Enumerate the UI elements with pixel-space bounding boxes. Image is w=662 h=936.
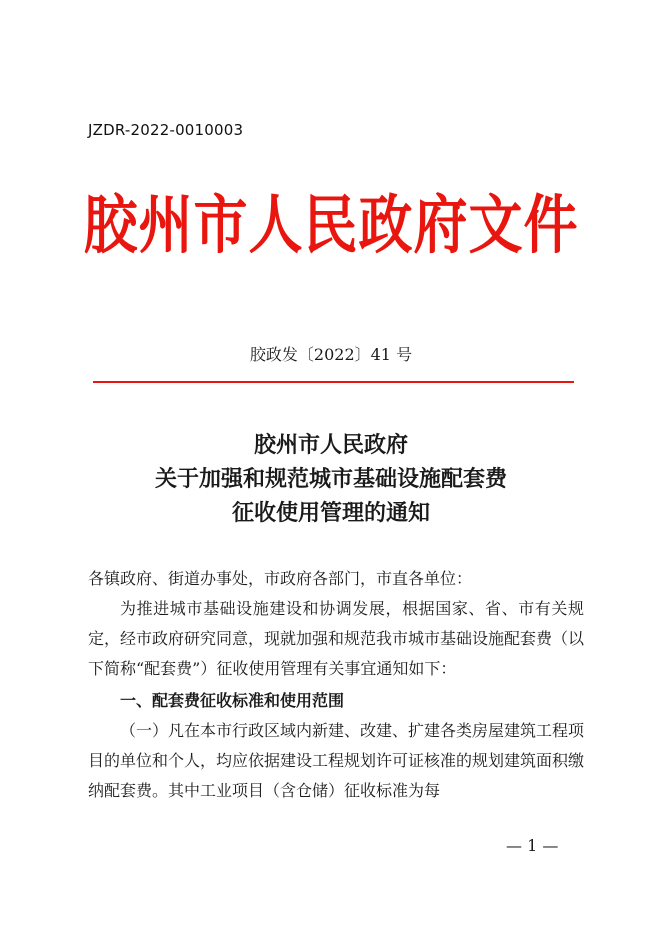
title-line-3: 征收使用管理的通知 [231, 500, 430, 526]
title-line-1: 胶州市人民政府 [253, 432, 408, 458]
intro-paragraph: 为推进城市基础设施建设和协调发展，根据国家、省、市有关规定，经市政府研究同意，现就加强和规范我市城市基础设施配套费（以下简称“配套费”）征收使用管理有关事宜通知如下： [88, 599, 585, 678]
title-line-2: 关于加强和规范城市基础设施配套费 [154, 466, 507, 492]
page-number: — 1 — [506, 836, 559, 855]
body-paragraph-1: （一）凡在本市行政区域内新建、改建、扩建各类房屋建筑工程项目的单位和个人，均应依据建设工程规划许可证核准的规划建筑面积缴纳配套费。其中工业项目（含仓储）征收标准为每 [88, 721, 585, 800]
document-number: 胶政发〔2022〕41 号 [249, 345, 413, 364]
red-divider-line [93, 381, 574, 383]
addressee-line: 各镇政府、街道办事处，市政府各部门，市直各单位： [88, 569, 473, 588]
section-heading-1: 一、配套费征收标准和使用范围 [120, 691, 345, 710]
issuer-red-header: 胶州市人民政府文件 [83, 188, 579, 263]
document-code: JZDR-2022-0010003 [88, 121, 244, 139]
document-title [0, 428, 662, 530]
